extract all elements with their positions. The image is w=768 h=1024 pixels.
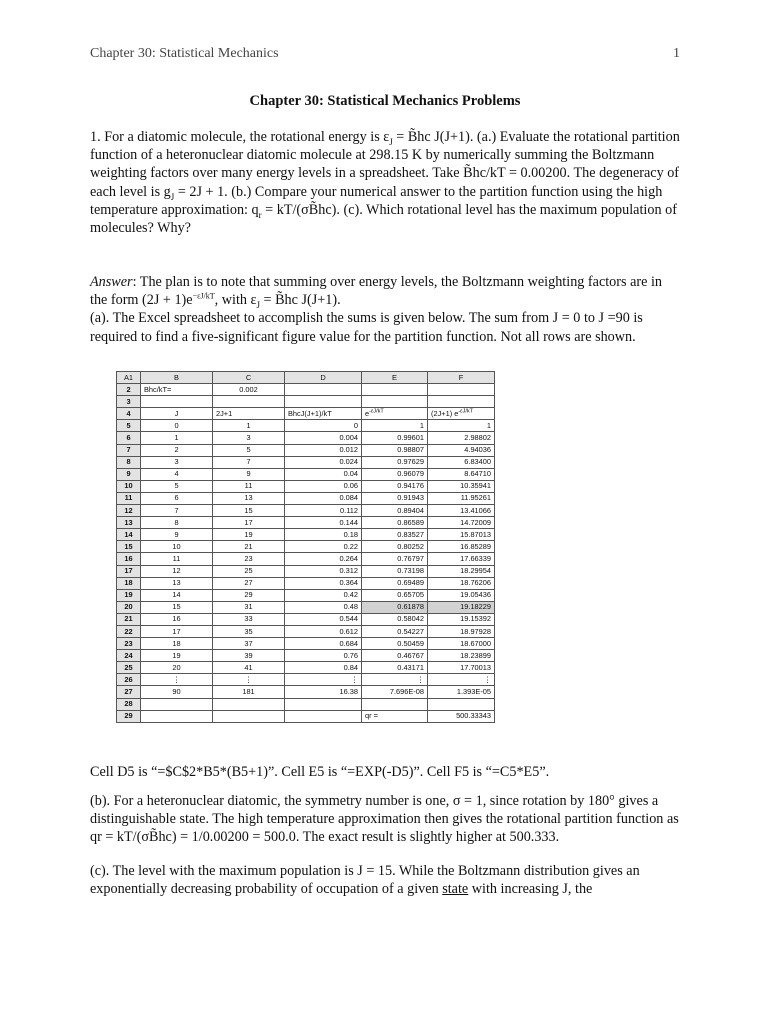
- cell[interactable]: 0.69489: [362, 577, 428, 589]
- column-header-row: [117, 372, 495, 384]
- table-row: [117, 638, 495, 650]
- cell[interactable]: 27: [213, 577, 285, 589]
- cell[interactable]: BhcJ(J+1)/kT: [285, 408, 362, 420]
- cell[interactable]: 0.112: [285, 505, 362, 517]
- running-title: Chapter 30: Statistical Mechanics: [90, 46, 279, 61]
- cell[interactable]: [285, 396, 362, 408]
- row-header[interactable]: 25: [117, 662, 141, 674]
- cell[interactable]: 0.144: [285, 517, 362, 529]
- cell[interactable]: 15: [213, 505, 285, 517]
- table-row: [117, 468, 495, 480]
- cell[interactable]: 25: [213, 565, 285, 577]
- cell[interactable]: 6: [141, 492, 213, 504]
- cell[interactable]: 0.42: [285, 589, 362, 601]
- cell[interactable]: 7.696E-08: [362, 686, 428, 698]
- answer-label: Answer: [90, 274, 133, 290]
- cell[interactable]: 37: [213, 638, 285, 650]
- table-row: [117, 553, 495, 565]
- table-row: [117, 577, 495, 589]
- part-c-text: (c). The level with the maximum population is J = 15. While the Boltzmann distribution gives an exponentially decreasing probability of occupation of a given state with increasing J, the: [90, 863, 640, 898]
- cell[interactable]: 0.80252: [362, 541, 428, 553]
- row-header[interactable]: 17: [117, 565, 141, 577]
- cell[interactable]: [428, 698, 495, 710]
- cell[interactable]: [213, 698, 285, 710]
- sheet-row: [117, 384, 495, 396]
- cell[interactable]: J: [141, 408, 213, 420]
- cell[interactable]: 0.22: [285, 541, 362, 553]
- table-row: [117, 686, 495, 698]
- row-header[interactable]: 6: [117, 432, 141, 444]
- cell[interactable]: 17.70013: [428, 662, 495, 674]
- cell[interactable]: 13: [141, 577, 213, 589]
- cell[interactable]: 2.98802: [428, 432, 495, 444]
- cell[interactable]: 4.94036: [428, 444, 495, 456]
- cell[interactable]: 9: [141, 529, 213, 541]
- cell[interactable]: 0.58042: [362, 613, 428, 625]
- cell[interactable]: 2J+1: [213, 408, 285, 420]
- row-header[interactable]: 27: [117, 686, 141, 698]
- cell[interactable]: 15.87013: [428, 529, 495, 541]
- cell[interactable]: 16: [141, 613, 213, 625]
- row-header[interactable]: 20: [117, 601, 141, 613]
- cell[interactable]: ⋮: [428, 674, 495, 686]
- row-header[interactable]: 21: [117, 613, 141, 625]
- cell[interactable]: 0.312: [285, 565, 362, 577]
- cell[interactable]: 0.97629: [362, 456, 428, 468]
- cell[interactable]: 0.50459: [362, 638, 428, 650]
- table-row: [117, 517, 495, 529]
- cell[interactable]: 15: [141, 601, 213, 613]
- problem-statement: 1. For a diatomic molecule, the rotational energy is $\varepsilon_J$ = B̃hc J(J+1). (a.) Evaluate the rotational partition function of a heteronuclear diatomic molecule at 298.15 K by numerically summing the Boltzmann weighting factors over many energy levels in a spreadsheet. Take B̃hc/kT = 0.00200. The degeneracy of each level is $g_J = 2J + 1$. (b.) Compare your numerical answer to the partition function using the high temperature approximation: $q_r$ = kT/(σB̃hc). (c). Which rotational level has the maximum population of molecules? Why?: [90, 129, 680, 237]
- cell[interactable]: 0.65705: [362, 589, 428, 601]
- column-header-b[interactable]: B: [141, 372, 213, 384]
- cell[interactable]: 5: [213, 444, 285, 456]
- cell[interactable]: 0.012: [285, 444, 362, 456]
- cell[interactable]: 90: [141, 686, 213, 698]
- cell[interactable]: 0.684: [285, 638, 362, 650]
- cell[interactable]: 0.86589: [362, 517, 428, 529]
- cell[interactable]: 0.004: [285, 432, 362, 444]
- row-header[interactable]: 18: [117, 577, 141, 589]
- cell[interactable]: 0.544: [285, 613, 362, 625]
- cell[interactable]: Bhc/kT=: [141, 384, 213, 396]
- cell[interactable]: [362, 384, 428, 396]
- table-row: [117, 710, 495, 722]
- cell[interactable]: [141, 710, 213, 722]
- cell-formulas-text: Cell D5 is “=$C$2*B5*(B5+1)”. Cell E5 is “=EXP(-D5)”. Cell F5 is “=C5*E5”.: [90, 764, 550, 780]
- cell[interactable]: 0.94176: [362, 480, 428, 492]
- cell-a1[interactable]: A1: [117, 372, 141, 384]
- cell[interactable]: 0.83527: [362, 529, 428, 541]
- cell[interactable]: [213, 710, 285, 722]
- cell[interactable]: 14.72009: [428, 517, 495, 529]
- row-header[interactable]: 15: [117, 541, 141, 553]
- cell[interactable]: qr =: [362, 710, 428, 722]
- row-header[interactable]: 11: [117, 492, 141, 504]
- table-row: [117, 420, 495, 432]
- cell[interactable]: 19: [213, 529, 285, 541]
- cell[interactable]: 10: [141, 541, 213, 553]
- cell[interactable]: 0.96079: [362, 468, 428, 480]
- cell[interactable]: 29: [213, 589, 285, 601]
- column-header-e[interactable]: E: [362, 372, 428, 384]
- sheet-row: [117, 408, 495, 420]
- cell[interactable]: 0.364: [285, 577, 362, 589]
- row-header[interactable]: 2: [117, 384, 141, 396]
- cell[interactable]: 4: [141, 468, 213, 480]
- cell[interactable]: 10.35941: [428, 480, 495, 492]
- cell[interactable]: 0.61878: [362, 601, 428, 613]
- row-header[interactable]: 8: [117, 456, 141, 468]
- cell[interactable]: 6.83400: [428, 456, 495, 468]
- cell[interactable]: 0.91943: [362, 492, 428, 504]
- row-header[interactable]: 22: [117, 625, 141, 637]
- cell[interactable]: 13: [213, 492, 285, 504]
- cell[interactable]: 0.04: [285, 468, 362, 480]
- cell[interactable]: ⋮: [141, 674, 213, 686]
- table-row: [117, 650, 495, 662]
- row-header[interactable]: 9: [117, 468, 141, 480]
- row-header[interactable]: 3: [117, 396, 141, 408]
- cell[interactable]: 17: [141, 625, 213, 637]
- cell[interactable]: 16.38: [285, 686, 362, 698]
- table-row: [117, 492, 495, 504]
- page-number: 1: [673, 46, 680, 61]
- cell[interactable]: 0.18: [285, 529, 362, 541]
- cell[interactable]: 0.84: [285, 662, 362, 674]
- column-header-f[interactable]: F: [428, 372, 495, 384]
- cell[interactable]: 7: [213, 456, 285, 468]
- row-header[interactable]: 16: [117, 553, 141, 565]
- cell[interactable]: 41: [213, 662, 285, 674]
- table-row: [117, 565, 495, 577]
- cell[interactable]: 18: [141, 638, 213, 650]
- table-row: [117, 698, 495, 710]
- cell[interactable]: [285, 710, 362, 722]
- row-header[interactable]: 12: [117, 505, 141, 517]
- row-header[interactable]: 5: [117, 420, 141, 432]
- cell[interactable]: 39: [213, 650, 285, 662]
- cell[interactable]: [428, 384, 495, 396]
- cell[interactable]: 18.76206: [428, 577, 495, 589]
- table-row: [117, 601, 495, 613]
- cell[interactable]: 0.024: [285, 456, 362, 468]
- cell[interactable]: [362, 396, 428, 408]
- cell[interactable]: [428, 396, 495, 408]
- cell[interactable]: [285, 384, 362, 396]
- cell[interactable]: 0.43171: [362, 662, 428, 674]
- cell[interactable]: 0.264: [285, 553, 362, 565]
- cell[interactable]: 19.05436: [428, 589, 495, 601]
- table-row: [117, 505, 495, 517]
- table-row: [117, 613, 495, 625]
- cell[interactable]: $e^{-\varepsilon J/kT}$: [362, 408, 428, 420]
- sheet-row: [117, 396, 495, 408]
- table-row: [117, 480, 495, 492]
- cell[interactable]: 0.002: [213, 384, 285, 396]
- cell[interactable]: 0.76: [285, 650, 362, 662]
- answer-intro: Answer: The plan is to note that summing over energy levels, the Boltzmann weighting factors are in the form $(2J + 1)e^{-\varepsilon J/kT}$, with $\varepsilon_J$ = B̃hc J(J+1). (a). The Excel spreadsheet to accomplish the sums is given below. The sum from J = 0 to J =90 is required to find a five-significant figure value for the partition function. Not all rows are shown.: [90, 274, 662, 345]
- cell[interactable]: 1.393E-05: [428, 686, 495, 698]
- table-row: [117, 589, 495, 601]
- cell[interactable]: 3: [213, 432, 285, 444]
- row-header[interactable]: 28: [117, 698, 141, 710]
- cell[interactable]: 19: [141, 650, 213, 662]
- cell[interactable]: 181: [213, 686, 285, 698]
- table-row: [117, 625, 495, 637]
- cell[interactable]: 20: [141, 662, 213, 674]
- cell[interactable]: 21: [213, 541, 285, 553]
- cell[interactable]: ⋮: [362, 674, 428, 686]
- cell[interactable]: 0.76797: [362, 553, 428, 565]
- row-header[interactable]: 19: [117, 589, 141, 601]
- cell[interactable]: 12: [141, 565, 213, 577]
- cell[interactable]: 35: [213, 625, 285, 637]
- cell[interactable]: 0.46767: [362, 650, 428, 662]
- cell[interactable]: 19.18229: [428, 601, 495, 613]
- cell[interactable]: 5: [141, 480, 213, 492]
- table-row: [117, 541, 495, 553]
- cell[interactable]: 0.73198: [362, 565, 428, 577]
- table-row: [117, 529, 495, 541]
- row-header[interactable]: 14: [117, 529, 141, 541]
- row-header[interactable]: 26: [117, 674, 141, 686]
- cell[interactable]: ⋮: [285, 674, 362, 686]
- cell[interactable]: [285, 698, 362, 710]
- cell[interactable]: 0.48: [285, 601, 362, 613]
- row-header[interactable]: 13: [117, 517, 141, 529]
- cell[interactable]: 3: [141, 456, 213, 468]
- page-header: [90, 46, 680, 62]
- table-row: [117, 674, 495, 686]
- row-header[interactable]: 7: [117, 444, 141, 456]
- row-header[interactable]: 24: [117, 650, 141, 662]
- cell[interactable]: [362, 698, 428, 710]
- cell[interactable]: 1: [428, 420, 495, 432]
- cell[interactable]: [141, 698, 213, 710]
- column-header-d[interactable]: D: [285, 372, 362, 384]
- cell[interactable]: 18.29954: [428, 565, 495, 577]
- cell[interactable]: 18.97928: [428, 625, 495, 637]
- cell[interactable]: [141, 396, 213, 408]
- table-row: [117, 456, 495, 468]
- part-b-text: (b). For a heteronuclear diatomic, the symmetry number is one, σ = 1, since rotation by 180° gives a distinguishable state. The high temperature approximation then gives the rotational partition function as qr = kT/(σB̃hc) = 1/0.00200 = 500.0. The exact result is slightly higher at 500.333.: [90, 793, 679, 846]
- cell[interactable]: 0.084: [285, 492, 362, 504]
- cell[interactable]: 2: [141, 444, 213, 456]
- cell[interactable]: 14: [141, 589, 213, 601]
- cell[interactable]: 7: [141, 505, 213, 517]
- cell[interactable]: 0: [141, 420, 213, 432]
- cell[interactable]: 0.89404: [362, 505, 428, 517]
- table-row: [117, 432, 495, 444]
- row-header[interactable]: 4: [117, 408, 141, 420]
- row-header[interactable]: 10: [117, 480, 141, 492]
- cell[interactable]: 1: [362, 420, 428, 432]
- cell[interactable]: 17.66339: [428, 553, 495, 565]
- cell[interactable]: 17: [213, 517, 285, 529]
- cell[interactable]: 0.99601: [362, 432, 428, 444]
- cell[interactable]: 31: [213, 601, 285, 613]
- chapter-title: Chapter 30: Statistical Mechanics Problems: [249, 93, 521, 109]
- cell[interactable]: 8: [141, 517, 213, 529]
- cell[interactable]: 11: [213, 480, 285, 492]
- cell[interactable]: 11.95261: [428, 492, 495, 504]
- row-header[interactable]: 23: [117, 638, 141, 650]
- cell[interactable]: ⋮: [213, 674, 285, 686]
- cell[interactable]: 0.54227: [362, 625, 428, 637]
- cell[interactable]: 0.612: [285, 625, 362, 637]
- cell[interactable]: [213, 396, 285, 408]
- cell[interactable]: 0.06: [285, 480, 362, 492]
- cell[interactable]: 500.33343: [428, 710, 495, 722]
- cell[interactable]: 8.64710: [428, 468, 495, 480]
- cell[interactable]: 0: [285, 420, 362, 432]
- cell[interactable]: 1: [141, 432, 213, 444]
- cell[interactable]: 1: [213, 420, 285, 432]
- spreadsheet-table: [116, 371, 495, 723]
- cell[interactable]: 11: [141, 553, 213, 565]
- table-row: [117, 444, 495, 456]
- column-header-c[interactable]: C: [213, 372, 285, 384]
- cell[interactable]: 13.41066: [428, 505, 495, 517]
- cell[interactable]: 33: [213, 613, 285, 625]
- cell[interactable]: 19.15392: [428, 613, 495, 625]
- cell[interactable]: 9: [213, 468, 285, 480]
- cell[interactable]: 18.67000: [428, 638, 495, 650]
- cell[interactable]: 0.98807: [362, 444, 428, 456]
- cell[interactable]: 16.85289: [428, 541, 495, 553]
- cell[interactable]: 18.23899: [428, 650, 495, 662]
- cell[interactable]: 23: [213, 553, 285, 565]
- table-row: [117, 662, 495, 674]
- cell[interactable]: (2J+1) $e^{-\varepsilon J/kT}$: [428, 408, 495, 420]
- row-header[interactable]: 29: [117, 710, 141, 722]
